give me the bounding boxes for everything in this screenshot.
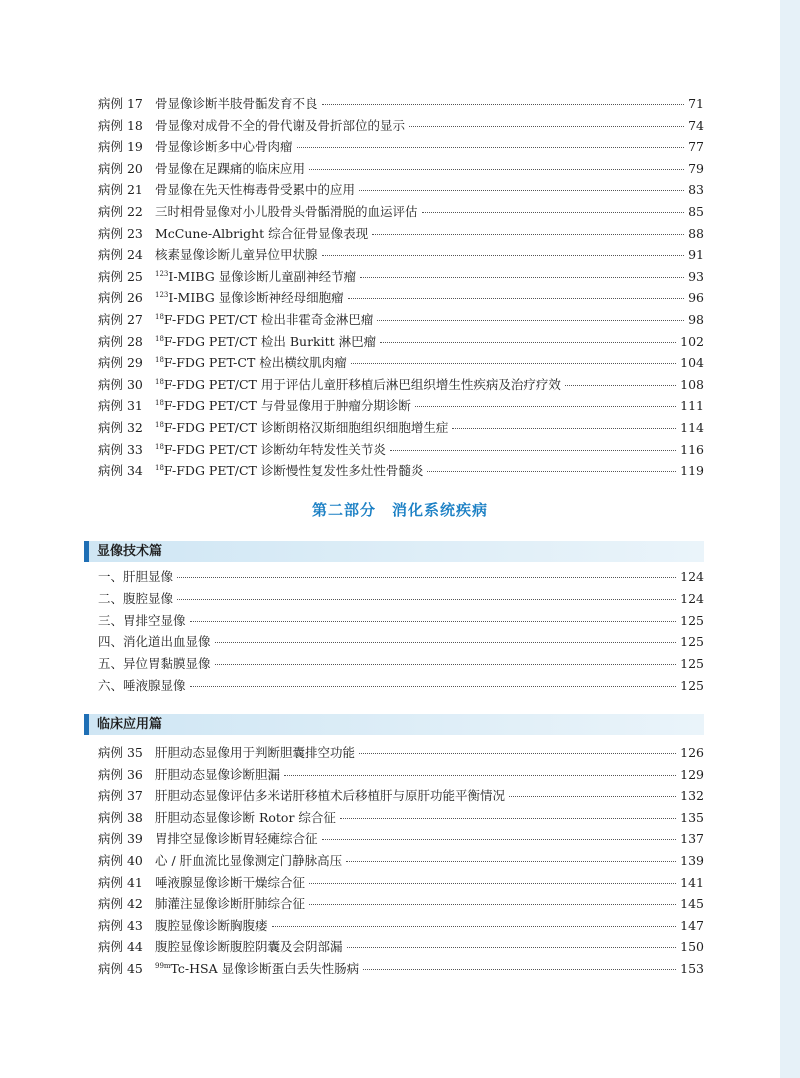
- case-number: 病例 42: [98, 896, 143, 912]
- dot-leader: [177, 577, 676, 578]
- section-accent-bar: [84, 714, 89, 735]
- page-number: 153: [680, 960, 704, 976]
- page-number: 83: [688, 182, 704, 198]
- toc-entry[interactable]: [98, 158, 704, 180]
- page-number: 108: [680, 376, 704, 392]
- case-number: 病例 32: [98, 419, 143, 435]
- page-number: 125: [680, 612, 704, 628]
- page-number: 79: [688, 160, 704, 176]
- entry-title-text: I-MIBG 显像诊断神经母细胞瘤: [168, 290, 344, 306]
- entry-title: 五、异位胃黏膜显像: [98, 656, 211, 672]
- page-number: 137: [680, 831, 704, 847]
- dot-leader: [509, 796, 676, 797]
- entry-title: [155, 223, 368, 245]
- dot-leader: [415, 406, 676, 407]
- toc-entry[interactable]: [98, 915, 704, 937]
- entry-title-text: 肺灌注显像诊断肝肺综合征: [155, 896, 306, 912]
- dot-leader: [452, 428, 676, 429]
- case-number: 病例 40: [98, 852, 143, 868]
- page-number: 116: [680, 441, 704, 457]
- entry-title: [155, 460, 423, 482]
- page-number: 126: [680, 745, 704, 760]
- entry-title: [155, 958, 359, 980]
- case-number: 病例 19: [98, 139, 143, 155]
- page-number: 93: [688, 268, 704, 284]
- isotope-superscript: 18: [155, 420, 164, 429]
- section-label: 临床应用篇: [97, 717, 163, 732]
- entry-title: [155, 828, 318, 850]
- page-number: 145: [680, 896, 704, 912]
- isotope-superscript: 123: [155, 291, 169, 300]
- toc-entry[interactable]: [98, 309, 704, 331]
- entry-title: [155, 915, 268, 937]
- entry-title-text: 骨显像对成骨不全的骨代谢及骨折部位的显示: [155, 117, 406, 133]
- case-number: 病例 33: [98, 441, 143, 457]
- section-label: 显像技术篇: [97, 544, 163, 559]
- entry-title: [155, 872, 305, 894]
- toc-entry[interactable]: [98, 266, 704, 288]
- toc-entry[interactable]: [98, 807, 704, 829]
- isotope-superscript: 123: [155, 269, 169, 278]
- entry-title: [155, 244, 318, 266]
- dot-leader: [427, 471, 676, 472]
- isotope-superscript: 99m: [155, 961, 171, 970]
- dot-leader: [309, 169, 684, 170]
- page-number: 102: [680, 333, 704, 349]
- entry-title-text: I-MIBG 显像诊断儿童副神经节瘤: [168, 268, 357, 284]
- case-number: 病例 41: [98, 874, 143, 890]
- entry-title: [155, 764, 280, 786]
- case-number: 病例 20: [98, 160, 143, 176]
- page-number: 132: [680, 788, 704, 804]
- dot-leader: [322, 104, 685, 105]
- dot-leader: [377, 320, 684, 321]
- case-number: 病例 18: [98, 117, 143, 133]
- entry-title: 四、消化道出血显像: [98, 634, 211, 650]
- dot-leader: [309, 904, 676, 905]
- isotope-superscript: 18: [155, 356, 164, 365]
- dot-leader: [348, 298, 684, 299]
- page-number: 119: [680, 463, 704, 479]
- entry-title: [155, 331, 376, 353]
- entry-title: [155, 417, 448, 439]
- dot-leader: [372, 234, 684, 235]
- dot-leader: [190, 621, 677, 622]
- entry-title: [155, 179, 355, 201]
- toc-entry[interactable]: [98, 850, 704, 872]
- entry-title: [155, 201, 418, 223]
- toc-entry[interactable]: [98, 179, 704, 201]
- page-number: 91: [688, 247, 704, 263]
- entry-title-text: 三时相骨显像对小儿股骨头骨骺滑脱的血运评估: [155, 203, 418, 219]
- entry-title: 三、胃排空显像: [98, 612, 186, 628]
- dot-leader: [215, 664, 677, 665]
- toc-entry[interactable]: [98, 417, 704, 439]
- page-number: 125: [680, 634, 704, 650]
- entry-title: [155, 395, 411, 417]
- toc-entry[interactable]: [98, 115, 704, 137]
- entry-title-text: 唾液腺显像诊断干燥综合征: [155, 874, 306, 890]
- dot-leader: [346, 861, 676, 862]
- case-number: 病例 38: [98, 809, 143, 825]
- dot-leader: [347, 947, 677, 948]
- page-number: 125: [680, 677, 704, 693]
- entry-title: [155, 352, 347, 374]
- dot-leader: [190, 686, 677, 687]
- entry-title-text: 骨显像诊断半肢骨骺发育不良: [155, 96, 318, 111]
- entry-title: [155, 309, 373, 331]
- dot-leader: [322, 839, 677, 840]
- dot-leader: [380, 342, 676, 343]
- isotope-superscript: 18: [155, 334, 164, 343]
- page-number: 114: [680, 419, 704, 435]
- entry-title-text: F-FDG PET-CT 检出横纹肌肉瘤: [163, 355, 347, 371]
- entry-title: [155, 374, 561, 396]
- case-number: 病例 30: [98, 376, 143, 392]
- page-number: 96: [688, 290, 704, 306]
- dot-leader: [309, 883, 676, 884]
- entry-title-text: 腹腔显像诊断腹腔阴囊及会阴部漏: [155, 939, 343, 955]
- isotope-superscript: 18: [155, 377, 164, 386]
- isotope-superscript: 18: [155, 312, 164, 321]
- entry-title: [155, 158, 305, 180]
- case-number: 病例 31: [98, 398, 143, 414]
- toc-entry[interactable]: [98, 439, 704, 461]
- entry-title-text: 核素显像诊断儿童异位甲状腺: [155, 247, 318, 263]
- page-number: 139: [680, 852, 704, 868]
- dot-leader: [177, 599, 676, 600]
- toc-entry[interactable]: [98, 872, 704, 894]
- entry-title-text: 骨显像诊断多中心骨肉瘤: [155, 139, 293, 155]
- entry-title-text: 胃排空显像诊断胃轻瘫综合征: [155, 831, 318, 847]
- case-number: 病例 26: [98, 290, 143, 306]
- entry-title: [155, 439, 386, 461]
- toc-entry[interactable]: [98, 742, 704, 764]
- page-number: 88: [688, 225, 704, 241]
- page-number: 150: [680, 939, 704, 955]
- toc-entry[interactable]: [98, 460, 704, 482]
- dot-leader: [422, 212, 685, 213]
- entry-title: [155, 850, 342, 872]
- case-number: 病例 43: [98, 917, 143, 933]
- toc-entry[interactable]: [98, 352, 704, 374]
- case-number: 病例 17: [98, 96, 143, 111]
- page-number: 111: [680, 398, 704, 414]
- dot-leader: [272, 926, 677, 927]
- toc-entry[interactable]: [98, 93, 704, 115]
- case-number: 病例 29: [98, 355, 143, 371]
- section-accent-bar: [84, 541, 89, 562]
- toc-list-clinical-application: [98, 742, 704, 980]
- toc-entry[interactable]: [98, 785, 704, 807]
- dot-leader: [360, 277, 684, 278]
- page-number: 141: [680, 874, 704, 890]
- section-header-clinical-application: [84, 714, 704, 735]
- toc-list-part-one: [98, 93, 704, 482]
- entry-title: [155, 287, 344, 309]
- entry-title-text: 肝胆动态显像用于判断胆囊排空功能: [155, 745, 356, 760]
- page-number: 85: [688, 203, 704, 219]
- case-number: 病例 28: [98, 333, 143, 349]
- entry-title: [155, 136, 293, 158]
- case-number: 病例 45: [98, 960, 143, 976]
- toc-entry[interactable]: [98, 223, 704, 245]
- entry-title-text: 肝胆动态显像诊断胆漏: [155, 766, 281, 782]
- entry-title: [155, 115, 405, 137]
- section-header-imaging-technique: [84, 541, 704, 562]
- part-title: 第二部分 消化系统疾病: [311, 501, 488, 519]
- case-number: 病例 36: [98, 766, 143, 782]
- toc-entry[interactable]: [98, 764, 704, 786]
- toc-list-imaging-technique: [98, 566, 704, 697]
- entry-title: [155, 893, 305, 915]
- case-number: 病例 44: [98, 939, 143, 955]
- toc-entry[interactable]: [98, 936, 704, 958]
- entry-title: 一、肝胆显像: [98, 569, 174, 584]
- dot-leader: [363, 969, 676, 970]
- dot-leader: [340, 818, 676, 819]
- entry-title-text: 肝胆动态显像评估多米诺肝移植术后移植肝与原肝功能平衡情况: [155, 788, 506, 804]
- case-number: 病例 24: [98, 247, 143, 263]
- entry-title: [155, 785, 505, 807]
- entry-title: 六、唾液腺显像: [98, 677, 186, 693]
- page-number: 74: [688, 117, 704, 133]
- entry-title-text: 腹腔显像诊断胸腹瘘: [155, 917, 268, 933]
- page-number: 125: [680, 656, 704, 672]
- page-number: 77: [688, 139, 704, 155]
- toc-entry[interactable]: [98, 287, 704, 309]
- case-number: 病例 22: [98, 203, 143, 219]
- page-number: 71: [688, 96, 704, 111]
- entry-title-text: 骨显像在先天性梅毒骨受累中的应用: [155, 182, 356, 198]
- entry-title-text: F-FDG PET/CT 诊断幼年特发性关节炎: [163, 441, 386, 457]
- toc-entry[interactable]: [98, 828, 704, 850]
- toc-entry[interactable]: [98, 958, 704, 980]
- toc-entry[interactable]: [98, 653, 704, 675]
- page-number: 124: [680, 569, 704, 584]
- dot-leader: [297, 147, 685, 148]
- dot-leader: [215, 642, 677, 643]
- toc-entry[interactable]: [98, 331, 704, 353]
- case-number: 病例 34: [98, 463, 143, 479]
- dot-leader: [409, 126, 684, 127]
- dot-leader: [322, 255, 685, 256]
- entry-title-text: McCune-Albright 综合征骨显像表现: [155, 225, 369, 241]
- entry-title: 二、腹腔显像: [98, 590, 174, 606]
- isotope-superscript: 18: [155, 442, 164, 451]
- page-number: 147: [680, 917, 704, 933]
- toc-entry[interactable]: [98, 395, 704, 417]
- entry-title-text: F-FDG PET/CT 与骨显像用于肿瘤分期诊断: [163, 398, 411, 414]
- entry-title: [155, 807, 336, 829]
- entry-title: [155, 936, 343, 958]
- page-edge-strip: [780, 0, 800, 1078]
- page-number: 124: [680, 590, 704, 606]
- entry-title-text: F-FDG PET/CT 诊断朗格汉斯细胞组织细胞增生症: [163, 419, 449, 435]
- case-number: 病例 23: [98, 225, 143, 241]
- case-number: 病例 39: [98, 831, 143, 847]
- entry-title-text: 肝胆动态显像诊断 Rotor 综合征: [155, 809, 336, 825]
- page-number: 129: [680, 766, 704, 782]
- case-number: 病例 27: [98, 311, 143, 327]
- toc-entry[interactable]: [98, 893, 704, 915]
- page-number: 135: [680, 809, 704, 825]
- isotope-superscript: 18: [155, 464, 164, 473]
- entry-title-text: F-FDG PET/CT 诊断慢性复发性多灶性骨髓炎: [163, 463, 424, 479]
- entry-title: [155, 93, 318, 115]
- entry-title-text: F-FDG PET/CT 检出非霍奇金淋巴瘤: [163, 311, 374, 327]
- dot-leader: [390, 450, 676, 451]
- page-number: 104: [680, 355, 704, 371]
- entry-title: [155, 266, 356, 288]
- toc-entry[interactable]: [98, 631, 704, 653]
- dot-leader: [359, 753, 676, 754]
- toc-entry[interactable]: [98, 610, 704, 632]
- case-number: 病例 25: [98, 268, 143, 284]
- toc-entry[interactable]: [98, 374, 704, 396]
- dot-leader: [351, 363, 676, 364]
- case-number: 病例 21: [98, 182, 143, 198]
- entry-title: [155, 742, 355, 764]
- toc-entry[interactable]: [98, 588, 704, 610]
- entry-title-text: Tc-HSA 显像诊断蛋白丢失性肠病: [170, 960, 360, 976]
- case-number: 病例 37: [98, 788, 143, 804]
- entry-title-text: 骨显像在足踝痛的临床应用: [155, 160, 306, 176]
- page-number: 98: [688, 311, 704, 327]
- dot-leader: [359, 190, 684, 191]
- dot-leader: [284, 775, 676, 776]
- entry-title-text: F-FDG PET/CT 用于评估儿童肝移植后淋巴组织增生性疾病及治疗疗效: [163, 376, 561, 392]
- toc-entry[interactable]: [98, 675, 704, 697]
- toc-entry[interactable]: [98, 136, 704, 158]
- case-number: 病例 35: [98, 745, 143, 760]
- dot-leader: [565, 385, 676, 386]
- toc-entry[interactable]: [98, 201, 704, 223]
- entry-title-text: F-FDG PET/CT 检出 Burkitt 淋巴瘤: [163, 333, 377, 349]
- toc-entry[interactable]: [98, 566, 704, 588]
- isotope-superscript: 18: [155, 399, 164, 408]
- toc-entry[interactable]: [98, 244, 704, 266]
- entry-title-text: 心 / 肝血流比显像测定门静脉高压: [155, 852, 343, 868]
